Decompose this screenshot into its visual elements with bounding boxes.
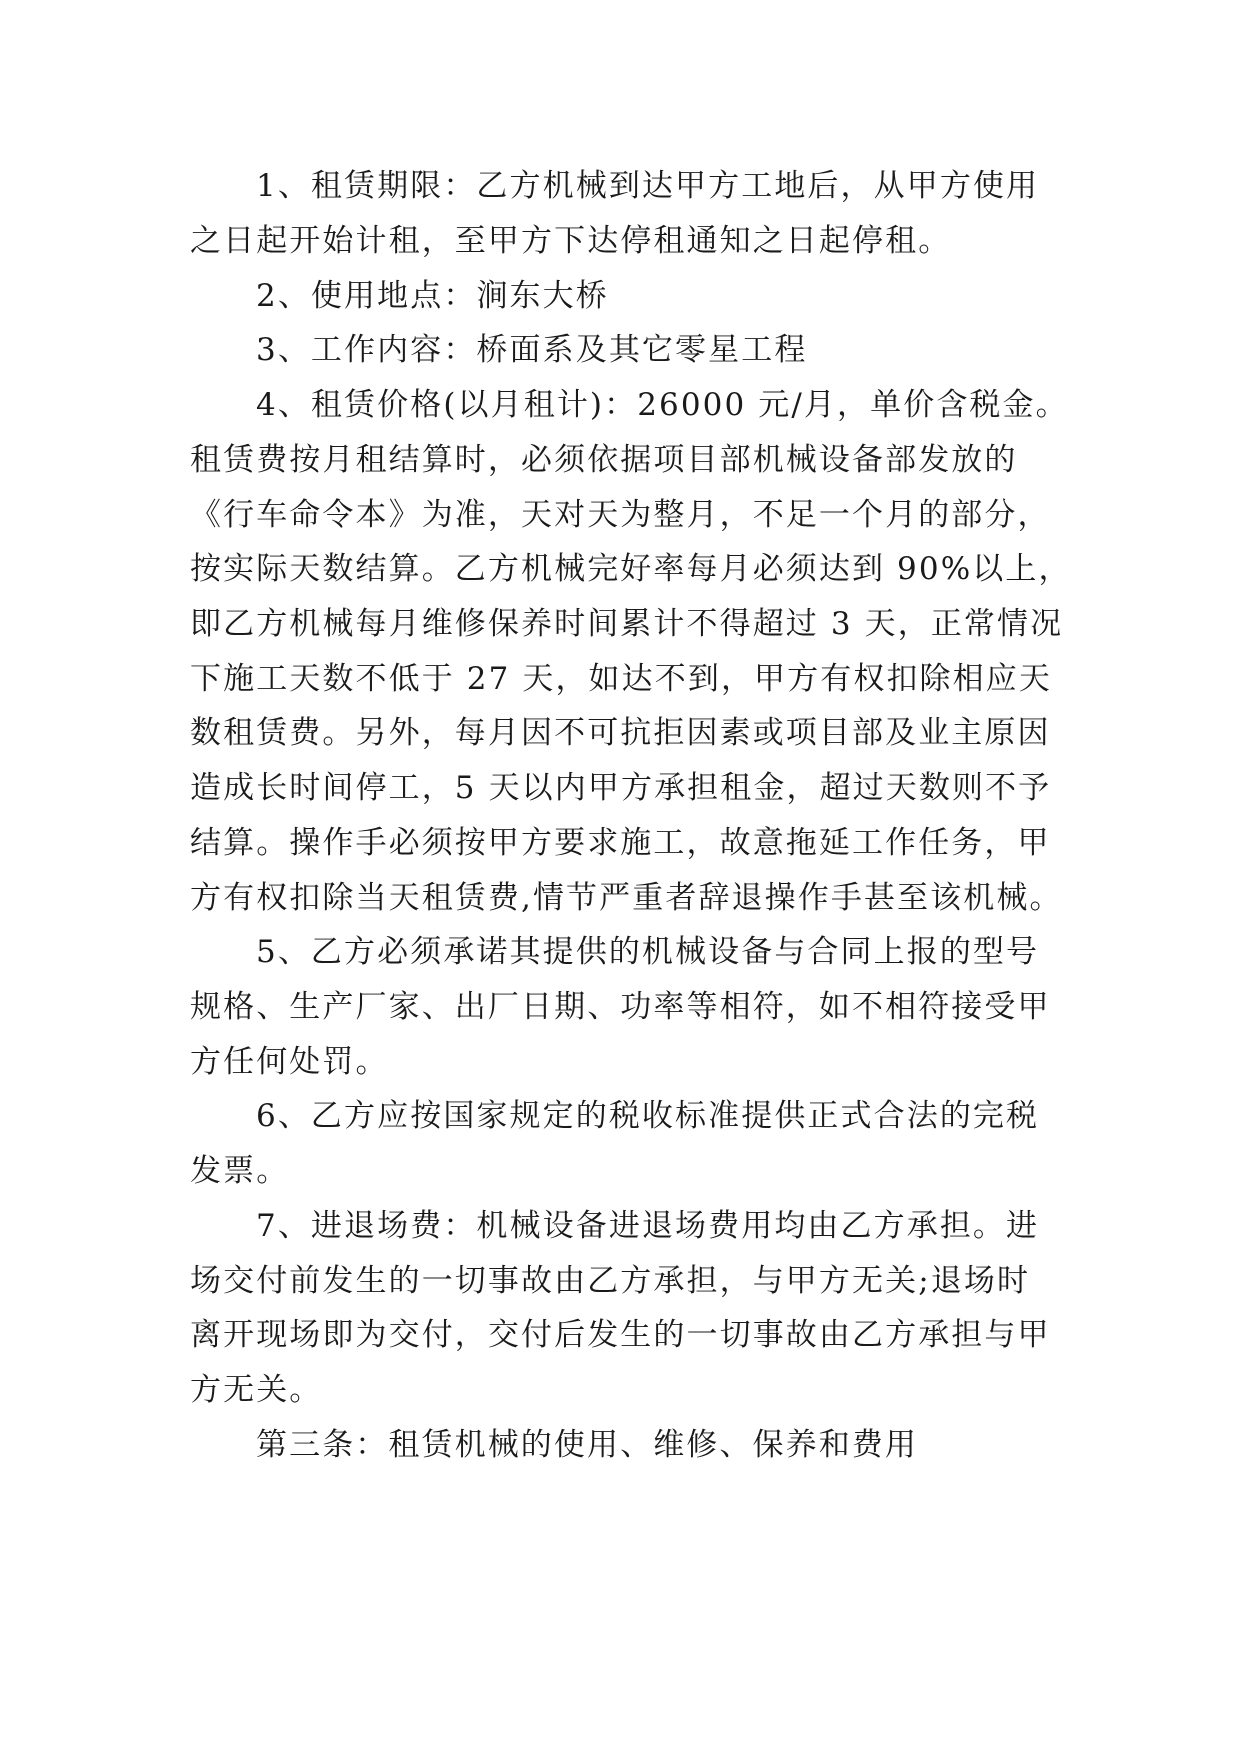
clause-4-line-10: 方有权扣除当天租赁费,情节严重者辞退操作手甚至该机械。: [190, 880, 1063, 916]
clause-6-line-2: 发票。: [190, 1153, 290, 1189]
clause-4-line-1: 4、租赁价格(以月租计)：26000 元/月，单价含税金。: [256, 387, 1069, 423]
clause-7-line-3: 离开现场即为交付，交付后发生的一切事故由乙方承担与甲: [190, 1317, 1051, 1353]
clause-5-line-2: 规格、生产厂家、出厂日期、功率等相符，如不相符接受甲: [190, 989, 1051, 1025]
clause-2-line: 2、使用地点：涧东大桥: [256, 278, 609, 314]
clause-7-line-1: 7、进退场费：机械设备进退场费用均由乙方承担。进: [256, 1208, 1040, 1244]
clause-4-line-4: 按实际天数结算。乙方机械完好率每月必须达到 90%以上，: [190, 551, 1072, 587]
clause-4-line-8: 造成长时间停工，5 天以内甲方承担租金，超过天数则不予: [190, 770, 1052, 806]
clause-1-line-2: 之日起开始计租，至甲方下达停租通知之日起停租。: [190, 223, 952, 259]
clause-4-line-2: 租赁费按月租结算时，必须依据项目部机械设备部发放的: [190, 442, 1018, 478]
clause-4-line-9: 结算。操作手必须按甲方要求施工，故意拖延工作任务，甲: [190, 825, 1051, 861]
clause-6-line-1: 6、乙方应按国家规定的税收标准提供正式合法的完税: [256, 1098, 1040, 1134]
clause-3-line: 3、工作内容：桥面系及其它零星工程: [256, 332, 808, 368]
clause-5-line-1: 5、乙方必须承诺其提供的机械设备与合同上报的型号: [256, 934, 1040, 970]
article-3-heading: 第三条：租赁机械的使用、维修、保养和费用: [256, 1427, 918, 1463]
clause-7-line-4: 方无关。: [190, 1372, 323, 1408]
clause-4-line-6: 下施工天数不低于 27 天，如达不到，甲方有权扣除相应天: [190, 661, 1052, 697]
clause-4-line-3: 《行车命令本》为准，天对天为整月，不足一个月的部分，: [190, 497, 1051, 533]
clause-1-line-1: 1、租赁期限：乙方机械到达甲方工地后，从甲方使用: [256, 168, 1040, 204]
clause-4-line-7: 数租赁费。另外，每月因不可抗拒因素或项目部及业主原因: [190, 715, 1051, 751]
clause-4-line-5: 即乙方机械每月维修保养时间累计不得超过 3 天，正常情况: [190, 606, 1064, 642]
clause-5-line-3: 方任何处罚。: [190, 1044, 389, 1080]
clause-7-line-2: 场交付前发生的一切事故由乙方承担，与甲方无关;退场时: [190, 1263, 1031, 1299]
